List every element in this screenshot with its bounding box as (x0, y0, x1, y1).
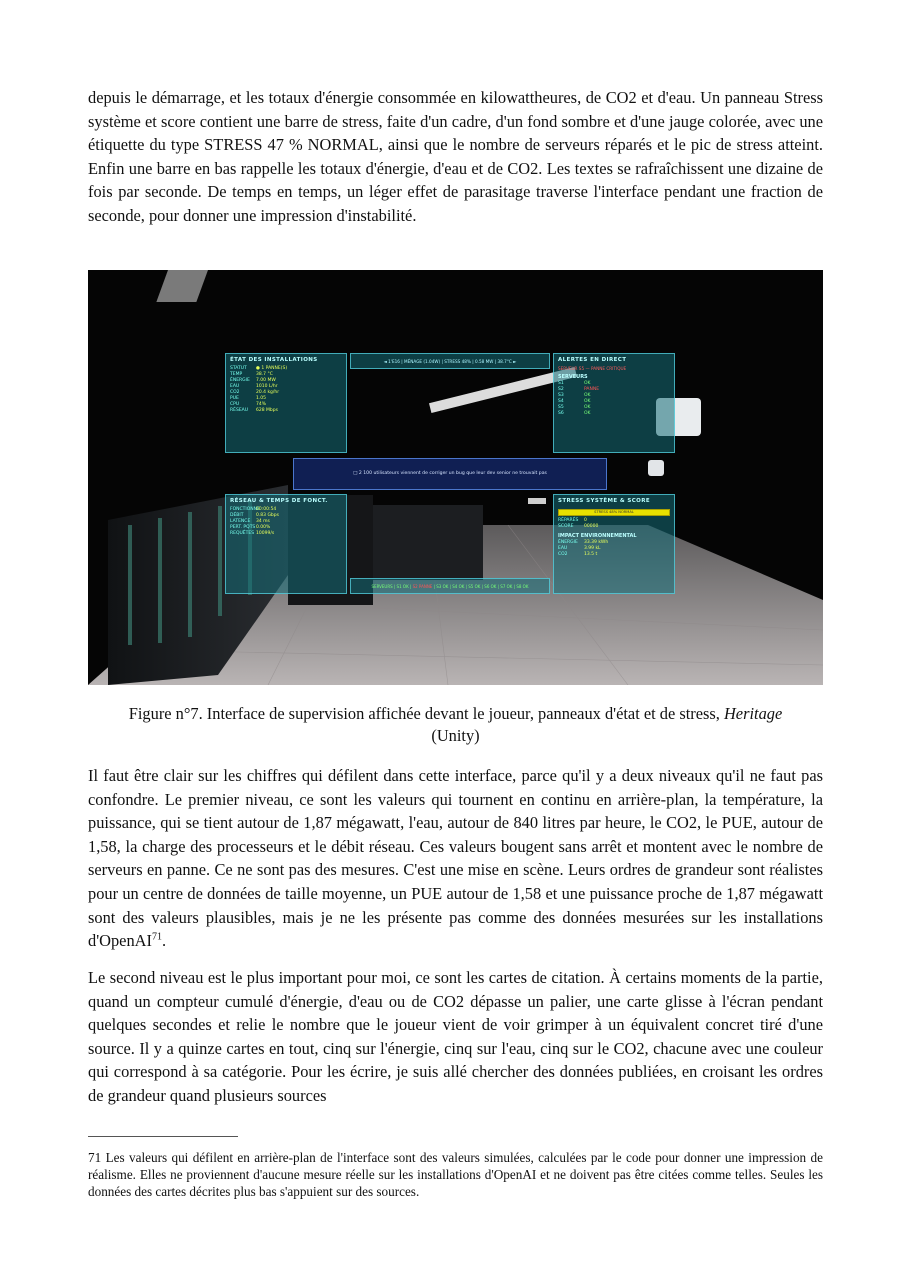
hud-row-key: CPU (230, 402, 240, 407)
hud-row-key: PUE (230, 396, 239, 401)
hud-row-key: S3 (558, 393, 564, 398)
hud-row-value: 13.5 t (584, 552, 598, 557)
top-status-strip (350, 353, 550, 369)
footnote-ref[interactable]: 71 (151, 931, 162, 943)
hud-row-value: OK (584, 381, 591, 386)
hud-row-key: S2 (558, 387, 564, 392)
etat-panel (225, 353, 347, 453)
hud-row-key: ÉNERGIE (230, 378, 250, 383)
hud-row-key: PERT. PQTS (230, 525, 256, 530)
bottom-strip-pre: SERVEURS | S1 OK | (371, 584, 413, 589)
paragraph: Le second niveau est le plus important pour moi, ce sont les cartes de citation. À certains moments de la partie, quand un compteur cumulé d'énergie, d'eau ou de CO2 dépasse un palier, une carte glisse à l'écran pendant quelques secondes et relie le nombre que le joueur vient de voir grimper à un équivalent concret tiré d'une source. Il y a quinze cartes en tout, cinq sur l'énergie, cinq sur l'eau, cinq sur le CO2, chacune avec une couleur qui correspond à sa catégorie. Pour les écrire, je suis allé chercher des données publiées, en croisant les ordres de grandeur quand plusieurs sources (88, 968, 823, 1105)
hud-row-value: 00000 (584, 524, 599, 529)
server-rack (373, 505, 483, 580)
hud-row-value: 3.99 kL (584, 546, 601, 551)
hud-row-value: 0.83 Gbps (256, 513, 279, 518)
hud-row-value: 74% (256, 402, 267, 407)
hud-row (226, 531, 346, 537)
footnote-number: 71 (88, 1150, 102, 1165)
hud-row-value: 628 Mbps (256, 408, 278, 413)
hud-row-key: SCORE (558, 524, 574, 529)
hud-row-key: STATUT (230, 366, 247, 371)
alertes-panel (553, 353, 675, 453)
paragraph (88, 764, 823, 953)
hud-row-key: CO2 (230, 390, 240, 395)
game-screenshot (88, 270, 823, 685)
panel-subtitle: IMPACT ENVIRONNEMENTAL (558, 533, 637, 539)
hud-row-value: 10099/s (256, 531, 275, 536)
ceiling-light (528, 498, 546, 504)
panel-title: ÉTAT DES INSTALLATIONS (230, 357, 318, 363)
bottom-strip-alert: S2 PANNE (412, 584, 433, 589)
hud-row-value: OK (584, 411, 591, 416)
hud-row-value: 34 ms (256, 519, 270, 524)
notification-banner: □ 2 100 utilisateurs viennent de corriger un bug que leur dev senior ne trouvait pas (293, 458, 607, 490)
hud-row-value: PANNE (584, 387, 600, 392)
bottom-status-strip (350, 578, 550, 594)
paragraph-end: . (161, 931, 167, 951)
bottom-strip-text (351, 579, 549, 589)
hud-row-key: CO2 (558, 552, 568, 557)
hud-row-key: RÉSEAU (230, 408, 249, 413)
hud-row (226, 408, 346, 414)
figure-caption (88, 703, 823, 747)
hud-row-value: 0 (584, 518, 587, 523)
hud-row-key: LATENCE (230, 519, 251, 524)
paragraph: depuis le démarrage, et les totaux d'énergie consommée en kilowattheures, de CO2 et d'eau. Un panneau Stress système et score contient une barre de stress, faite d'un cadre, d'un fond sombre et d'une jauge colorée, avec une étiquette du type STRESS 47 % NORMAL, ainsi que le nombre de serveurs réparés et le pic de stress atteint. Enfin une barre en bas rappelle les totaux d'énergie, d'eau et de CO2. Les textes se rafraîchissent une dizaine de fois par seconde. De temps en temps, un léger effet de parasitage traverse l'interface pendant une fraction de seconde, pour donner une impression d'instabilité. (88, 88, 823, 225)
caption-engine: (Unity) (431, 726, 480, 745)
footnote-rule (88, 1136, 238, 1137)
hud-row-value: ● 1 PANNE(S) (256, 366, 288, 371)
hud-row-key: S1 (558, 381, 564, 386)
hud-row-key: DÉBIT (230, 513, 244, 518)
hud-row-key: S6 (558, 411, 564, 416)
footnote (88, 1149, 823, 1200)
hud-row-value: OK (584, 399, 591, 404)
paragraph-text: Il faut être clair sur les chiffres qui défilent dans cette interface, parce qu'il y a deux niveaux qu'il ne faut pas confondre. Le premier niveau, ce sont les valeurs qui tournent en continu en arrière-plan, la température, la puissance, qui se tient autour de 1,87 mégawatt, l'eau, autour de 840 litres par heure, le CO2, le PUE, autour de 1,58, la charge des processeurs et le débit réseau. Ces valeurs bougent sans arrêt et montent avec le nombre de serveurs en panne. Ce ne sont pas des mesures. C'est une mise en scène. Leurs ordres de grandeur sont réalistes pour un centre de données de taille moyenne, un PUE autour de 1,58 et une puissance proche de 1,87 mégawatt sont des valeurs plausibles, mais je ne les présente pas comme des données mesurées sur les installations d'OpenAI (88, 766, 823, 951)
hud-row (554, 411, 674, 417)
hud-row (554, 552, 674, 558)
caption-text: Figure n°7. Interface de supervision affichée devant le joueur, panneaux d'état et de stress, (128, 704, 724, 723)
hud-row-key: S5 (558, 405, 564, 410)
panel-title: STRESS SYSTÈME & SCORE (558, 498, 651, 504)
stress-bar-label: STRESS 48% NORMAL (594, 510, 634, 514)
hud-row-value: 0.00% (256, 525, 271, 530)
hud-row-value: 20.4 kg/hr (256, 390, 280, 395)
stress-panel (553, 494, 675, 594)
hud-row-value: OK (584, 393, 591, 398)
hud-row-key: ÉNERGIE (558, 540, 578, 545)
hud-row-value: 1.05 (256, 396, 267, 401)
air-conditioner (648, 460, 664, 476)
hud-row-key: EAU (230, 384, 240, 389)
hud-row-key: REQUÊTES (230, 531, 255, 536)
hud-row-value: 7.00 MW (256, 378, 276, 383)
panel-subtitle: SERVEURS (558, 374, 588, 380)
alert-message: SERVEUR S5 — PANNE CRITIQUE (558, 366, 627, 371)
hud-row-key: RÉPARÉS (558, 518, 579, 523)
hud-row-key: FONCTIONNE (230, 507, 260, 512)
hud-row-key: S4 (558, 399, 564, 404)
panel-title: RÉSEAU & TEMPS DE FONCT. (230, 498, 328, 504)
hud-row-value: 1010 L/hr (256, 384, 278, 389)
reseau-panel (225, 494, 347, 594)
hud-row-value: 38.7 °C (256, 372, 273, 377)
hud-row-key: EAU (558, 546, 568, 551)
caption-work: Heritage (723, 704, 783, 723)
hud-row-value: OK (584, 405, 591, 410)
bottom-strip-post: | S3 OK | S4 OK | S5 OK | S6 OK | S7 OK | S8 OK (432, 584, 529, 589)
panel-title: ALERTES EN DIRECT (558, 357, 627, 363)
hud-row-value: 00:00:54 (256, 507, 277, 512)
footnote-text: Les valeurs qui défilent en arrière-plan de l'interface sont des valeurs simulées, calculées par le code pour donner une impression de réalisme. Elles ne proviennent d'aucune mesure réelle sur les installations d'OpenAI et ne doivent pas être citées comme telles. Seules les données des cartes décrites plus bas s'appuient sur des sources. (88, 1150, 823, 1199)
hud-row-key: TEMP (230, 372, 243, 377)
hud-row-value: 33.39 kWh (584, 540, 609, 545)
stress-bar (558, 509, 670, 516)
status-strip-text: ◄ 1'E16 | MÉNAGE (1.04W) | STRESS 48% | 0.58 MW | 38.7°C ► (383, 359, 517, 364)
